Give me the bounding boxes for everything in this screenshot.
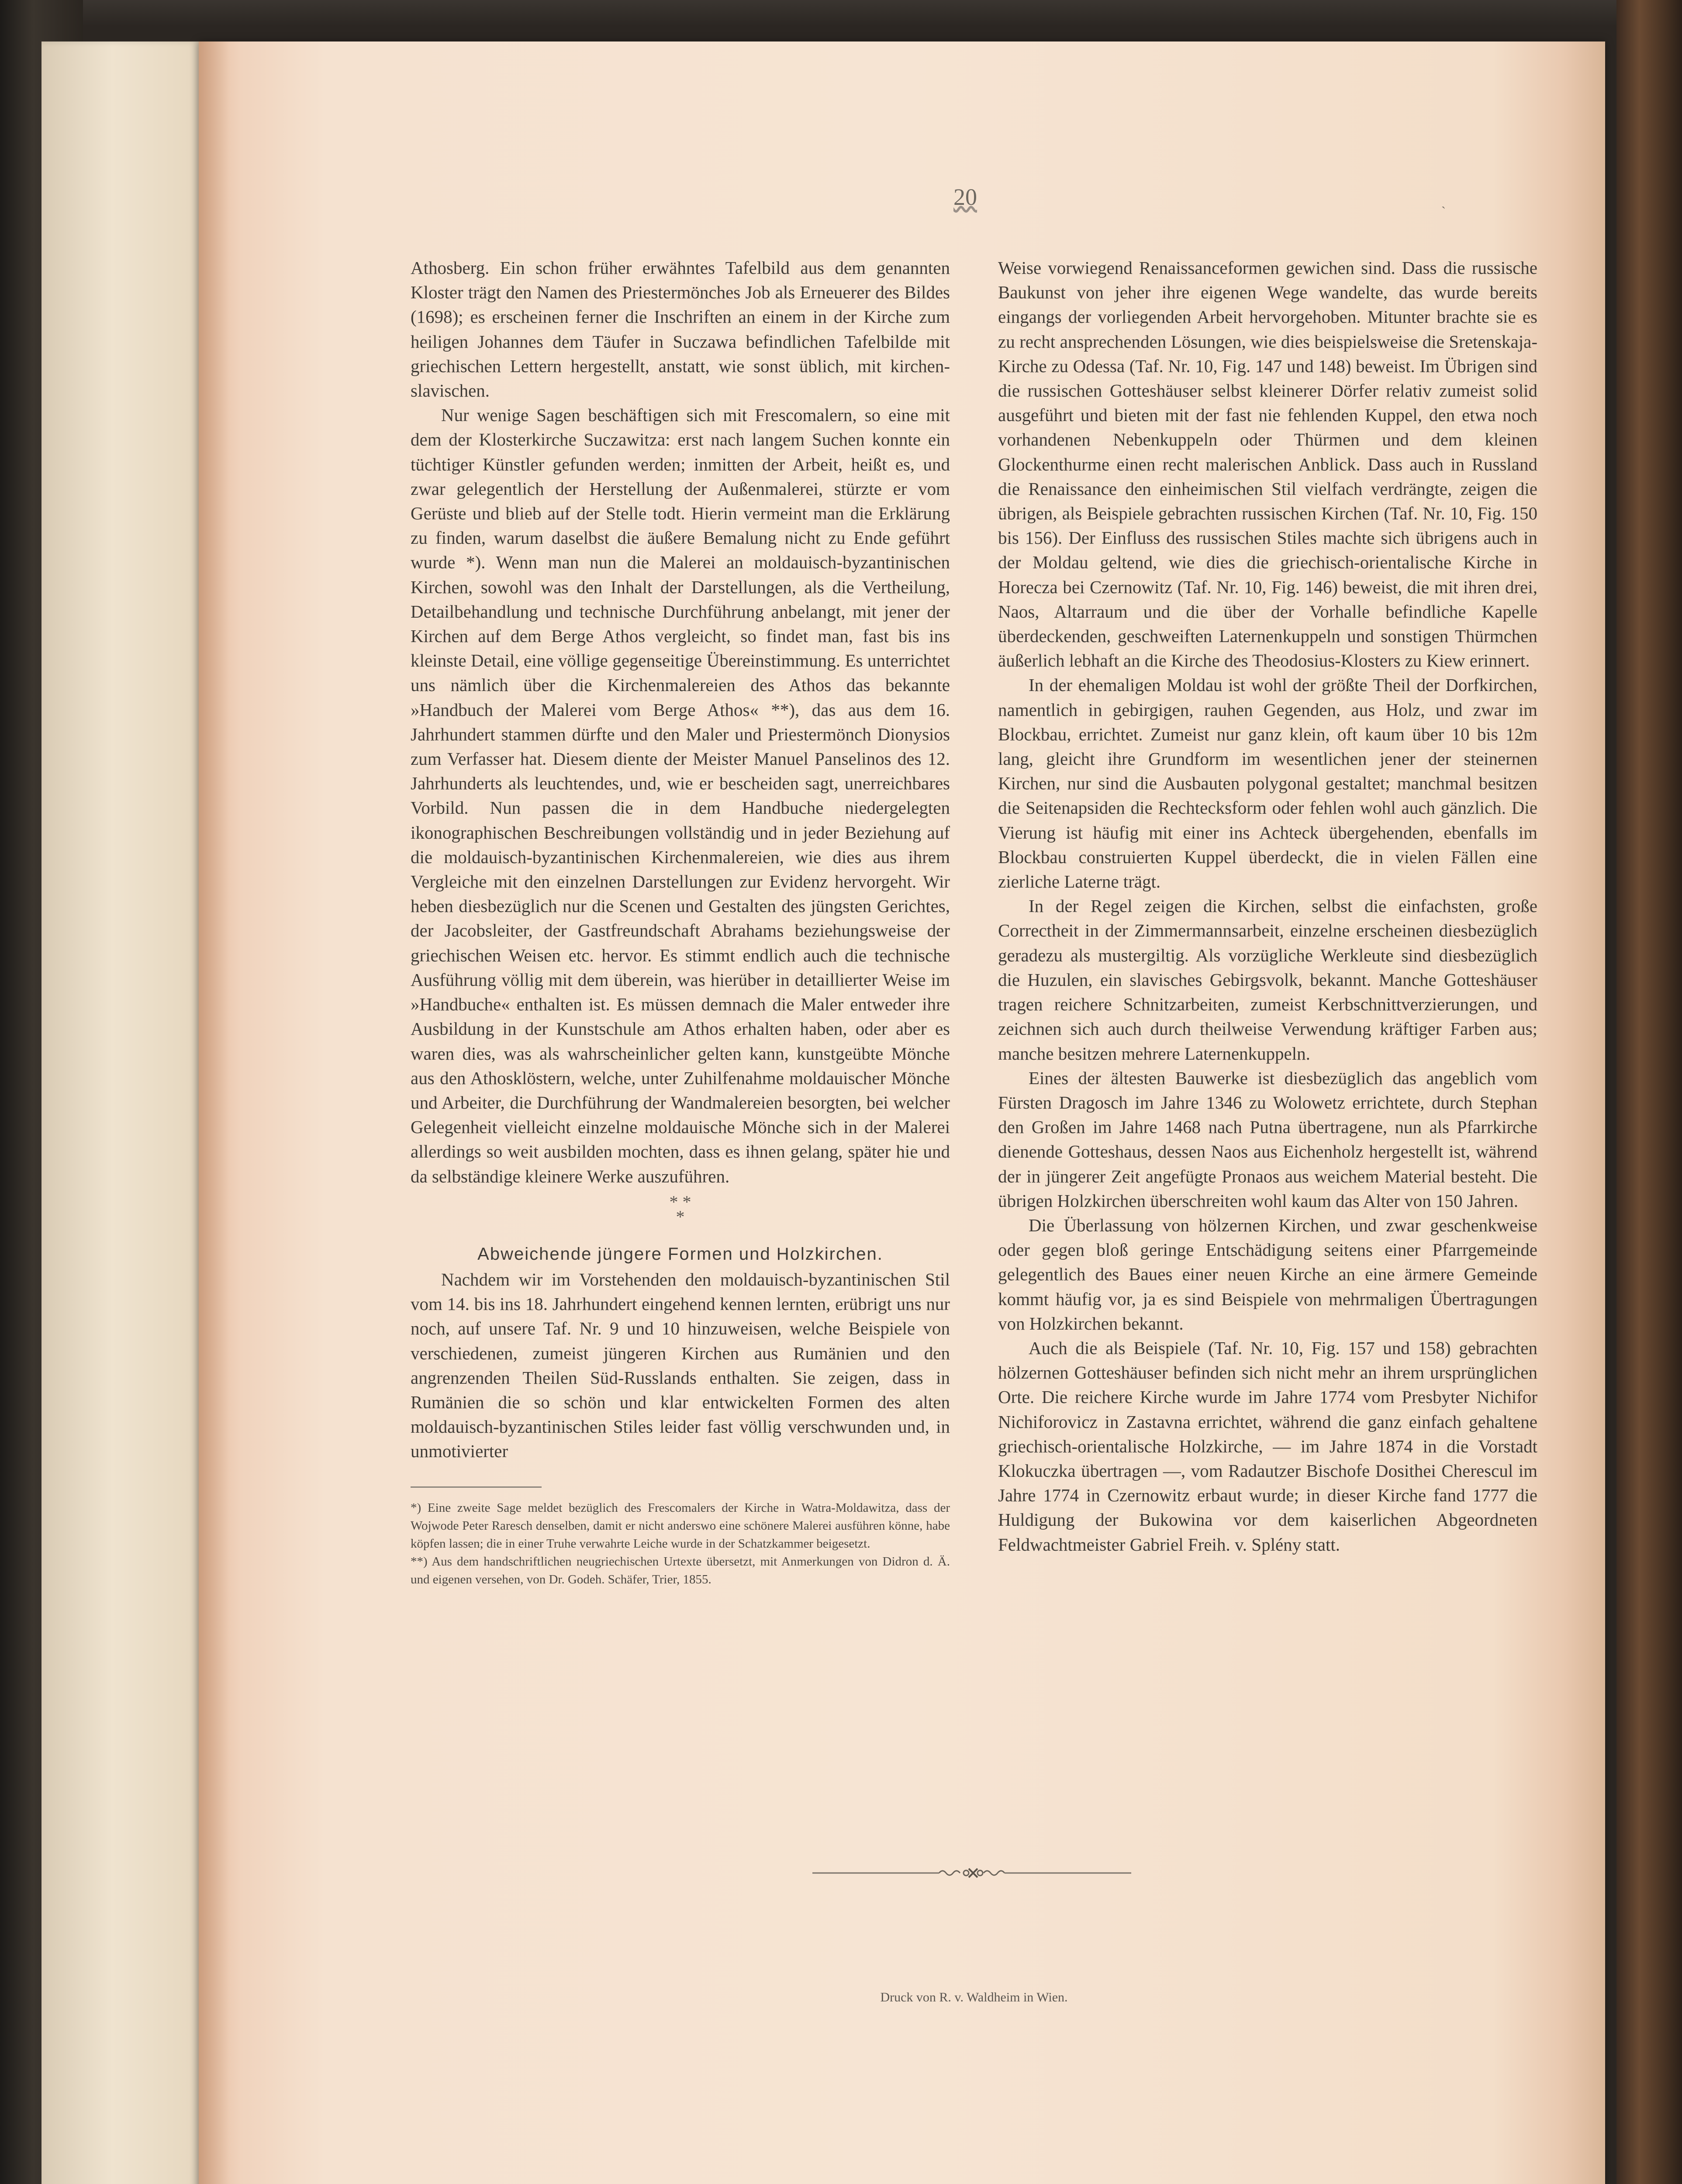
left-column (411, 256, 950, 1589)
section-separator (411, 1192, 950, 1227)
separator-asterisks: * * * (669, 1192, 691, 1227)
page-number: 20 (953, 184, 977, 210)
ornamental-divider (812, 1864, 1131, 1882)
right-column (998, 256, 1537, 1557)
paragraph: In der ehemaligen Moldau ist wohl der größte Theil der Dorfkirchen, namentlich in gebirgigen, rauhen Gegenden, aus Holz, und zwar im Blockbau, errichtet. Zumeist nur ganz klein, oft kaum über 10 bis 12m lang, gleicht ihre Grundform im wesentlichen jener der steinernen Kirchen, nur sind die Ausbauten polygonal gestaltet; manchmal besitzen die Seitenapsiden die Rechtecksform oder fehlen wohl auch gänzlich. Die Vierung ist häufig mit einer ins Achteck übergehenden, ebenfalls im Blockbau construierten Kuppel überdeckt, die in vielen Fällen eine zierliche Laterne trägt. (998, 675, 1537, 892)
stray-mark: ˏ (1441, 194, 1446, 209)
printer-imprint: Druck von R. v. Waldheim in Wien. (880, 1990, 1068, 2004)
paragraph: Eines der ältesten Bauwerke ist diesbezüglich das angeblich vom Fürsten Dragosch im Jahre 1346 zu Wolowetz errichtete, durch Stephan den Großen im Jahre 1468 nach Putna übertragene, nun als Pfarrkirche dienende Gotteshaus, dessen Naos aus Eichenholz hergestellt ist, während der in jüngerer Zeit angefügte Pronaos aus weichem Material besteht. Die übrigen Holzkirchen überschreiten wohl kaum das Alter von 150 Jahren. (998, 1068, 1537, 1211)
endpaper (41, 41, 199, 2184)
book-cover-right (1616, 0, 1682, 2184)
paragraph: Athosberg. Ein schon früher erwähntes Tafelbild aus dem genannten Kloster trägt den Namen des Priestermönches Job als Erneuerer des Bildes (1698); es erscheinen ferner die Inschriften an einem in der Kirche zum heiligen Johannes dem Täufer in Suczawa befindlichen Tafelbilde mit griechischen Lettern hergestellt, anstatt, wie sonst üblich, mit kirchen-slavischen. (411, 258, 950, 401)
paragraph: Weise vorwiegend Renaissanceformen gewichen sind. Dass die russische Baukunst von jeher ihre eigenen Wege wandelte, das wurde bereits eingangs der vorliegenden Arbeit hervorgehoben. Mitunter brachte sie es zu recht ansprechenden Lösungen, wie dies beispielsweise die Sretenskaja-Kirche zu Odessa (Taf. Nr. 10, Fig. 147 und 148) beweist. Im Übrigen sind die russischen Gotteshäuser selbst kleinerer Dörfer relativ zumeist solid ausgeführt und bieten mit der fast nie fehlenden Kuppel, den etwa noch vorhandenen Nebenkuppeln oder Thürmen und dem kleinen Glockenthurme einen recht malerischen Anblick. Dass auch in Russland die Renaissance den einheimischen Stil vielfach verdrängte, zeigen die übrigen, als Beispiele gebrachten russischen Kirchen (Taf. Nr. 10, Fig. 150 bis 156). Der Einfluss des russischen Stiles machte sich übrigens auch in der Moldau geltend, wie dies die griechisch-orientalische Kirche in Horecza bei Czernowitz (Taf. Nr. 10, Fig. 146) beweist, die mit ihren drei, Naos, Altarraum und die über der Vorhalle befindliche Kapelle überdeckenden, geschweiften Laternenkuppeln und sonstigen Thürmchen äußerlich lebhaft an die Kirche des Theodosius-Klosters zu Kiew erinnert. (998, 258, 1537, 671)
footnote: **) Aus dem handschriftlichen neugriechischen Urtexte übersetzt, mit Anmerkungen von Didron d. Ä. und eigenen versehen, von Dr. Godeh. Schäfer, Trier, 1855. (411, 1554, 950, 1586)
paragraph: Nachdem wir im Vorstehenden den moldauisch-byzantinischen Stil vom 14. bis ins 18. Jahrhundert eingehend kennen lernten, erübrigt uns nur noch, auf unsere Taf. Nr. 9 und 10 hinzuweisen, welche Beispiele von verschiedenen, zumeist jüngeren Kirchen aus Rumänien und den angrenzenden Theilen Süd-Russlands enthalten. Sie zeigen, dass in Rumänien die so schön und klar entwickelten Formen des alten moldauisch-byzantinischen Stiles leider fast völlig verschwunden und, in unmotivierter (411, 1269, 950, 1462)
paragraph: Auch die als Beispiele (Taf. Nr. 10, Fig. 157 und 158) gebrachten hölzernen Gotteshäuser befinden sich nicht mehr an ihrem ursprünglichen Orte. Die reichere Kirche wurde im Jahre 1774 vom Presbyter Nichifor Nichiforovicz in Zastavna errichtet, während die ganz einfach gehaltene griechisch-orientalische Holzkirche, — im Jahre 1874 in die Vorstadt Klokuczka übertragen —, vom Radautzer Bischofe Dosithei Cherescul im Jahre 1774 in Czernowitz erbaut wurde; in dieser Kirche fand 1777 die Huldigung der Bukowina vor dem kaiserlichen Abgeordneten Feldwachtmeister Gabriel Freih. v. Splény statt. (998, 1337, 1537, 1555)
footnote-rule (411, 1486, 542, 1488)
book-cover-top (0, 0, 1682, 26)
paragraph: In der Regel zeigen die Kirchen, selbst die einfachsten, große Correctheit in der Zimmermannsarbeit, einzelne erscheinen diesbezüglich geradezu als mustergiltig. Als vorzügliche Werkleute sind diesbezüglich die Huzulen, ein slavisches Gebirgsvolk, bekannt. Manche Gotteshäuser tragen reichere Schnitzarbeiten, zumeist Kerbschnittverzierungen, und zeichnen sich auch durch theilweise Verwendung kräftiger Farben aus; manche besitzen mehrere Laternenkuppeln. (998, 896, 1537, 1064)
footnote: *) Eine zweite Sage meldet bezüglich des Frescomalers der Kirche in Watra-Moldawitza, dass der Wojwode Peter Raresch denselben, damit er nicht anderswo eine schönere Malerei ausführen könne, habe köpfen lassen; die in einer Truhe verwahrte Leiche wurde in der Schatzkammer beigesetzt. (411, 1500, 950, 1551)
page-fold-shadow (199, 41, 229, 2184)
paragraph: Nur wenige Sagen beschäftigen sich mit Frescomalern, so eine mit dem der Klosterkirche Suczawitza: erst nach langem Suchen konnte ein tüchtiger Künstler gefunden werden; inmitten der Arbeit, heißt es, und zwar gelegentlich der Herstellung der Außenmalerei, stürzte er vom Gerüste und blieb auf der Stelle todt. Hierin vermeint man die Erklärung zu finden, warum daselbst die äußere Bemalung nicht zu Ende geführt wurde *). Wenn man nun die Malerei an moldauisch-byzantinischen Kirchen, sowohl was den Inhalt der Darstellungen, als die Vertheilung, Detailbehandlung und technische Durchführung anbelangt, mit jener der Kirchen auf dem Berge Athos vergleicht, so findet man, fast bis ins kleinste Detail, eine völlige gegenseitige Übereinstimmung. Es unterrichtet uns nämlich über die Kirchenmalereien des Athos das bekannte »Handbuch der Malerei vom Berge Athos« **), das aus dem 16. Jahrhundert stammen dürfte und den Maler und Priestermönch Dionysios zum Verfasser hat. Diesem diente der Meister Manuel Panselinos des 12. Jahrhunderts als leuchtendes, und, wie er bescheiden sagt, unerreichbares Vorbild. Nun passen die in dem Handbuche niedergelegten ikonographischen Beschreibungen vollständig und in jeder Beziehung auf die moldauisch-byzantinischen Kirchenmalereien, wie dies aus ihrem Vergleiche mit den einzelnen Darstellungen zur Evidenz hervorgeht. Wir heben diesbezüglich nur die Scenen und Gestalten des jüngsten Gerichtes, der Jacobsleiter, der Gastfreundschaft Abrahams beziehungsweise der griechischen Weisen etc. hervor. Es stimmt endlich auch die technische Ausführung völlig mit dem überein, was hierüber in detaillierter Weise im »Handbuche« enthalten ist. Es müssen demnach die Maler entweder ihre Ausbildung in der Kunstschule am Athos erhalten haben, oder aber es waren dies, was als wahrscheinlicher gelten kann, kunstgeübte Mönche aus den Athosklöstern, welche, unter Zuhilfenahme moldauischer Mönche und Arbeiter, die Durchführung der Wandmalereien besorgten, bei welcher Gelegenheit vielleicht einzelne moldauische Mönche sich in der Malerei allerdings so weit ausbilden mochten, dass es ihnen gelang, später hie und da selbständige kleinere Werke auszuführen. (411, 405, 950, 1186)
section-heading: Abweichende jüngere Formen und Holzkirchen. (477, 1244, 883, 1264)
paragraph: Die Überlassung von hölzernen Kirchen, und zwar geschenkweise oder gegen bloß geringe Entschädigung seitens einer Pfarrgemeinde gelegentlich des Baues einer neuen Kirche an eine ärmere Gemeinde kommt häufig vor, ja es sind Beispiele von mehrmaligen Übertragungen von Holzkirchen bekannt. (998, 1215, 1537, 1334)
